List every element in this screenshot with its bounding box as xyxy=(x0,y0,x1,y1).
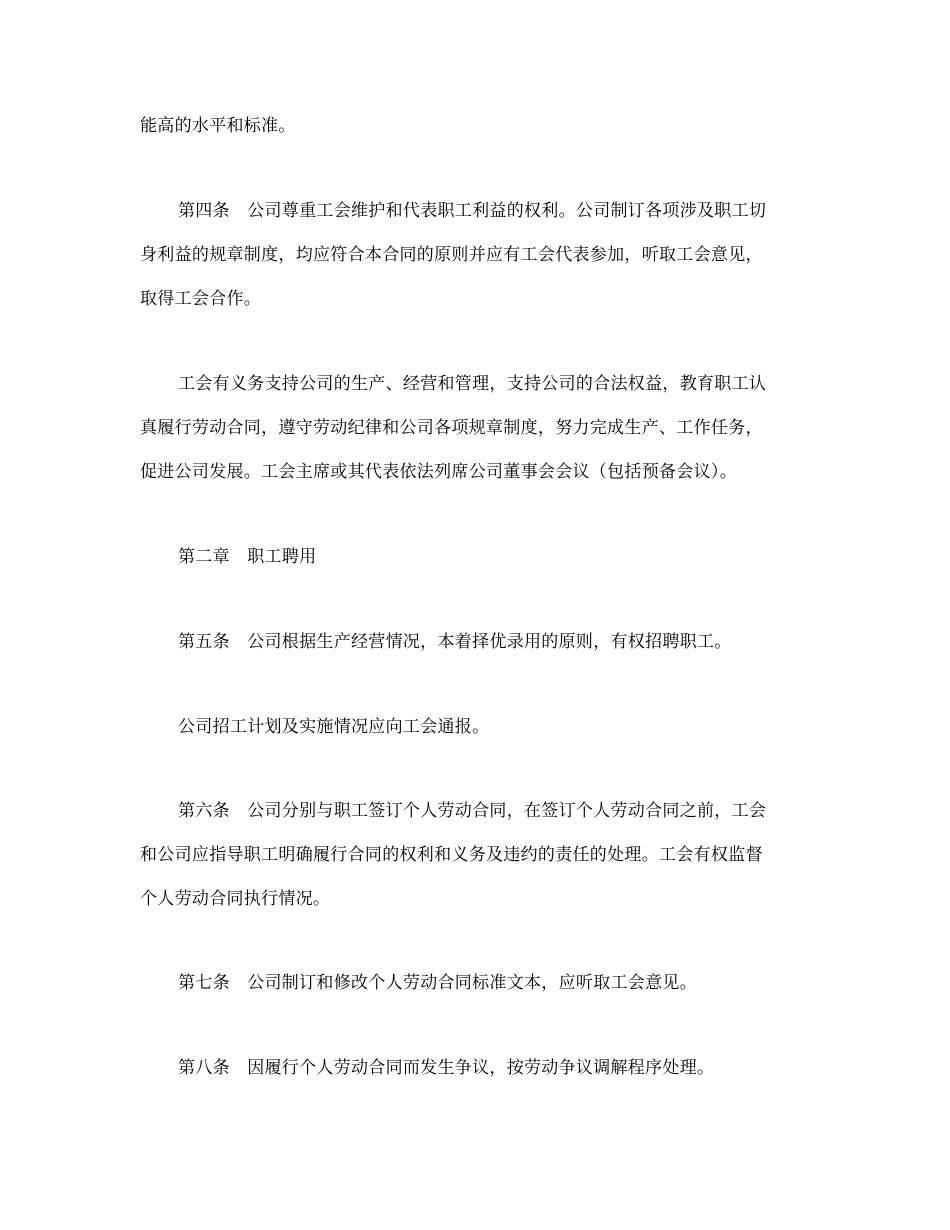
article-4-line-2: 身利益的规章制度，均应符合本合同的原则并应有工会代表参加，听取工会意见， xyxy=(140,245,763,265)
article-6-line-2: 和公司应指导职工明确履行合同的权利和义务及违约的责任的处理。工会有权监督 xyxy=(140,845,763,865)
article-7-line-1: 第七条 公司制订和修改个人劳动合同标准文本，应听取工会意见。 xyxy=(178,973,697,993)
article-4-line-3: 取得工会合作。 xyxy=(140,289,262,309)
union-duty-line-3: 促进公司发展。工会主席或其代表依法列席公司董事会会议（包括预备会议）。 xyxy=(140,462,737,482)
article-6-line-1: 第六条 公司分别与职工签订个人劳动合同，在签订个人劳动合同之前，工会 xyxy=(178,801,767,821)
union-duty-line-1: 工会有义务支持公司的生产、经营和管理，支持公司的合法权益，教育职工认 xyxy=(178,374,767,394)
article-4-line-1: 第四条 公司尊重工会维护和代表职工利益的权利。公司制订各项涉及职工切 xyxy=(178,201,767,221)
union-duty-line-2: 真履行劳动合同，遵守劳动纪律和公司各项规章制度，努力完成生产、工作任务， xyxy=(140,418,763,438)
paragraph-continuation-line-1: 能高的水平和标准。 xyxy=(140,116,296,136)
article-5-line-1: 第五条 公司根据生产经营情况，本着择优录用的原则，有权招聘职工。 xyxy=(178,632,732,652)
recruit-report-line-1: 公司招工计划及实施情况应向工会通报。 xyxy=(178,717,490,737)
article-6-line-3: 个人劳动合同执行情况。 xyxy=(140,889,331,909)
chapter-2-heading: 第二章 职工聘用 xyxy=(178,547,317,567)
article-8-line-1: 第八条 因履行个人劳动合同而发生争议，按劳动争议调解程序处理。 xyxy=(178,1058,715,1078)
